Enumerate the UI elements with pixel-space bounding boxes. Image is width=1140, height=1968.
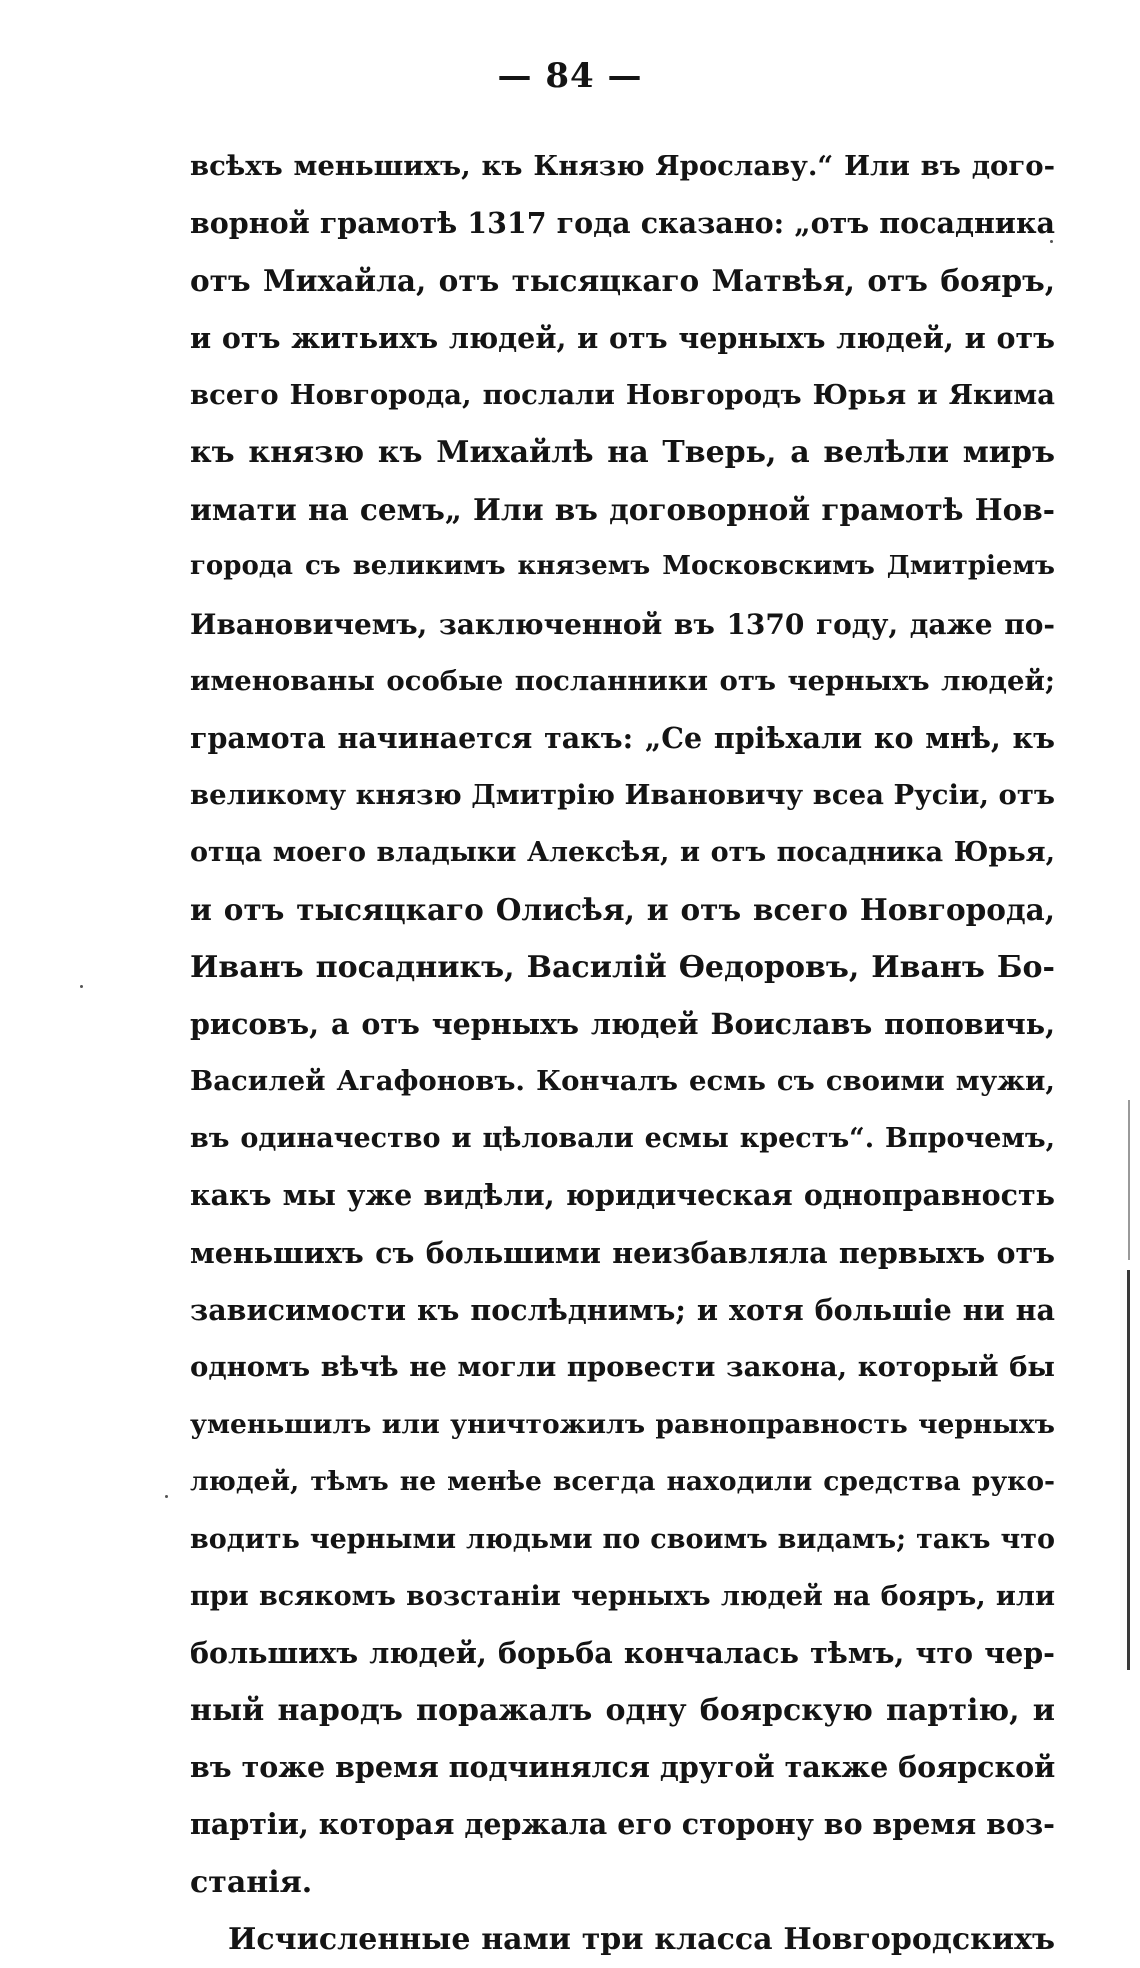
paragraph-1 [190, 138, 1055, 1911]
text-line: Василей Агафоновъ. Кончалъ есмь съ своими мужи, [190, 1065, 1055, 1097]
text-line: въ одиначество и цѣловали есмы крестъ“. Впрочемъ, [190, 1123, 1055, 1155]
text-line: водить черными людьми по своимъ видамъ; такъ что [190, 1523, 1055, 1555]
text-line: въ тоже время подчинялся другой также боярской [190, 1750, 1055, 1785]
text-line: имати на семъ„ Или въ договорной грамотѣ Нов- [190, 492, 1055, 528]
text-line: грамота начинается такъ: „Се пріѣхали ко мнѣ, къ [190, 720, 1055, 755]
text-line: зависимости къ послѣднимъ; и хотя большіе ни на [190, 1292, 1055, 1327]
text-line: именованы особые посланники отъ черныхъ людей; [190, 664, 1055, 697]
body-text [190, 138, 1055, 1968]
text-line: какъ мы уже видѣли, юридическая одноправность [190, 1178, 1055, 1213]
text-line: станія. [190, 1864, 313, 1900]
text-line: къ князю къ Михайлѣ на Тверь, а велѣли миръ [190, 434, 1055, 470]
text-line: уменьшилъ или уничтожилъ равноправность черныхъ [190, 1409, 1055, 1441]
text-line: партіи, которая держала его сторону во время воз- [190, 1807, 1055, 1842]
text-line: при всякомъ возстаніи черныхъ людей на бояръ, или [190, 1580, 1055, 1612]
text-line: ворной грамотѣ 1317 года сказано: „отъ посадника [190, 206, 1055, 241]
scan-speck [80, 985, 83, 988]
text-line: Иванъ посадникъ, Василій Ѳедоровъ, Иванъ Бо- [190, 949, 1055, 985]
text-line: и отъ житьихъ людей, и отъ черныхъ людей, и отъ [190, 320, 1055, 355]
text-line: ный народъ поражалъ одну боярскую партію, и [190, 1693, 1055, 1729]
scan-speck [165, 1495, 168, 1498]
page-number: — 84 — [497, 56, 643, 96]
scan-margin-mark [1128, 1100, 1130, 1260]
text-line: Ивановичемъ, заключенной въ 1370 году, даже по- [190, 607, 1055, 641]
text-line: большихъ людей, борьба кончалась тѣмъ, что чер- [190, 1635, 1055, 1670]
text-line: и отъ тысяцкаго Олисѣя, и отъ всего Новгорода, [190, 892, 1055, 928]
text-line: великому князю Дмитрію Ивановичу всеа Русіи, отъ [190, 779, 1055, 812]
text-line: всего Новгорода, послали Новгородъ Юрья и Якима [190, 378, 1055, 411]
scan-margin-mark [1127, 1270, 1130, 1670]
text-line: одномъ вѣчѣ не могли провести закона, который бы [190, 1350, 1055, 1383]
text-line: меньшихъ съ большими неизбавляла первыхъ отъ [190, 1235, 1055, 1270]
text-line: людей, тѣмъ не менѣе всегда находили средства руко- [190, 1466, 1055, 1498]
paragraph-2 [190, 1911, 1055, 1968]
text-line: рисовъ, а отъ черныхъ людей Воиславъ поповичь, [190, 1006, 1055, 1041]
text-line: отъ Михайла, отъ тысяцкаго Матвѣя, отъ бояръ, [190, 263, 1055, 299]
text-line: всѣхъ меньшихъ, къ Князю Ярославу.“ Или въ дого- [190, 150, 1055, 182]
scan-speck [1050, 240, 1053, 243]
text-line: Исчисленные нами три класса Новгородскихъ [228, 1921, 1055, 1957]
text-line: города съ великимъ княземъ Московскимъ Дмитріемъ [190, 551, 1055, 582]
text-line: отца моего владыки Алексѣя, и отъ посадника Юрья, [190, 837, 1055, 869]
